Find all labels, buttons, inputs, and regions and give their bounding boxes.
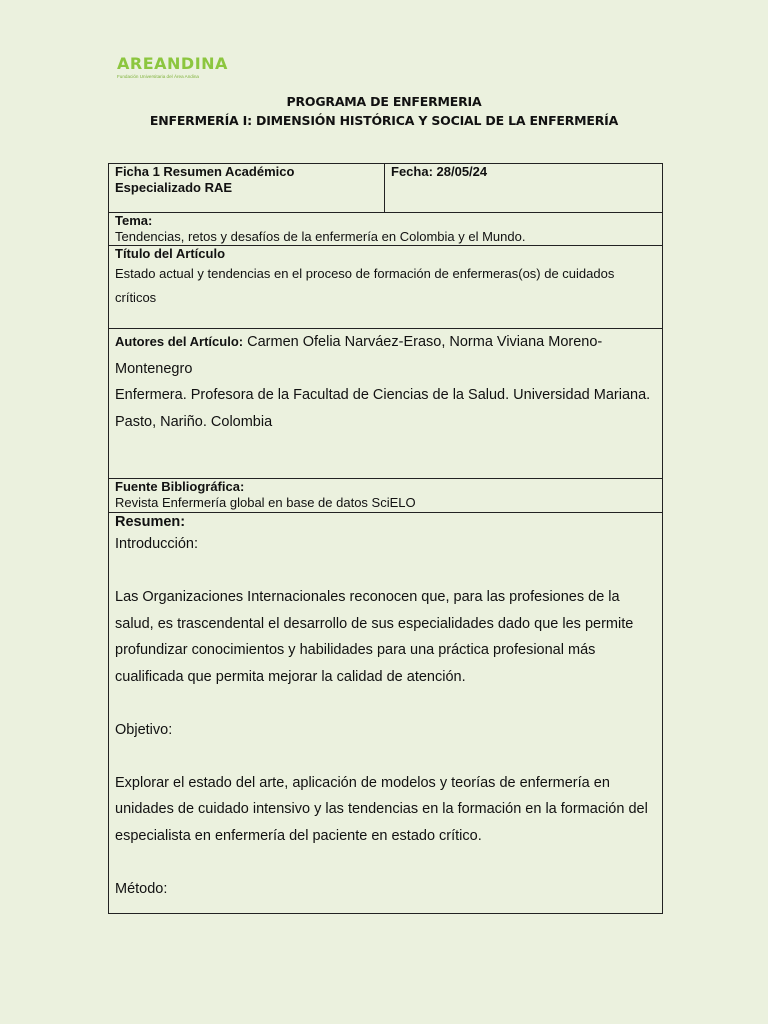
objetivo-label: Objetivo: — [115, 721, 173, 738]
titulo-value: Estado actual y tendencias en el proceso de formación de enfermeras(os) de cuidados críticos — [115, 266, 615, 305]
ficha-line2: Especializado RAE — [115, 180, 233, 195]
autores-affiliation: Enfermera. Profesora de la Facultad de Ciencias de la Salud. Universidad Mariana. Pasto, Nariño. Colombia — [115, 387, 651, 430]
autores-value: Carmen Ofelia Narváez-Eraso, Norma Viviana Moreno-Montenegro — [115, 334, 603, 377]
logo-wordmark: AREANDINA — [117, 54, 228, 73]
autores-text — [115, 329, 656, 382]
autores-label: Autores del Artículo: — [115, 334, 244, 349]
resumen-row — [109, 513, 663, 914]
ficha-row — [109, 164, 663, 213]
fuente-label: Fuente Bibliográfica: — [115, 479, 245, 494]
resumen-label: Resumen: — [115, 514, 186, 530]
ficha-cell — [109, 164, 385, 213]
metodo-label: Método: — [115, 880, 168, 897]
autores-cell — [109, 329, 663, 479]
intro-text: Las Organizaciones Internacionales reconocen que, para las profesiones de la salud, es trascendental el desarrollo de sus especialidades dado que les permite profundizar conocimientos y habilidades para una práctica profesional más cualificada que permita mejorar la calidad de atención. — [115, 589, 634, 685]
fuente-row — [109, 479, 663, 513]
tema-value: Tendencias, retos y desafíos de la enfermería en Colombia y el Mundo. — [115, 229, 526, 244]
intro-label: Introducción: — [115, 536, 199, 552]
fuente-cell — [109, 479, 663, 513]
titulo-row — [109, 246, 663, 329]
fuente-value: Revista Enfermería global en base de datos SciELO — [115, 495, 416, 510]
program-title: PROGRAMA DE ENFERMERIA — [286, 94, 482, 109]
fecha-cell — [385, 164, 663, 213]
logo-subtitle: Fundación Universitaria del Área Andina — [117, 74, 199, 79]
areandina-logo — [117, 55, 228, 80]
rae-table — [108, 163, 663, 914]
tema-cell — [109, 213, 663, 246]
resumen-cell — [109, 513, 663, 914]
tema-row — [109, 213, 663, 246]
tema-label: Tema: — [115, 213, 153, 228]
objetivo-text: Explorar el estado del arte, aplicación de modelos y teorías de enfermería en unidades de cuidado intensivo y las tendencias en la formación en la formación del especialista en enfermería del paciente en estado crítico. — [115, 774, 648, 844]
titulo-cell — [109, 246, 663, 329]
ficha-line1: Ficha 1 Resumen Académico — [115, 164, 295, 179]
fecha-label: Fecha: 28/05/24 — [391, 164, 488, 179]
autores-row — [109, 329, 663, 479]
course-title: ENFERMERÍA I: DIMENSIÓN HISTÓRICA Y SOCIAL DE LA ENFERMERÍA — [149, 113, 619, 128]
titulo-label: Título del Artículo — [115, 246, 226, 261]
